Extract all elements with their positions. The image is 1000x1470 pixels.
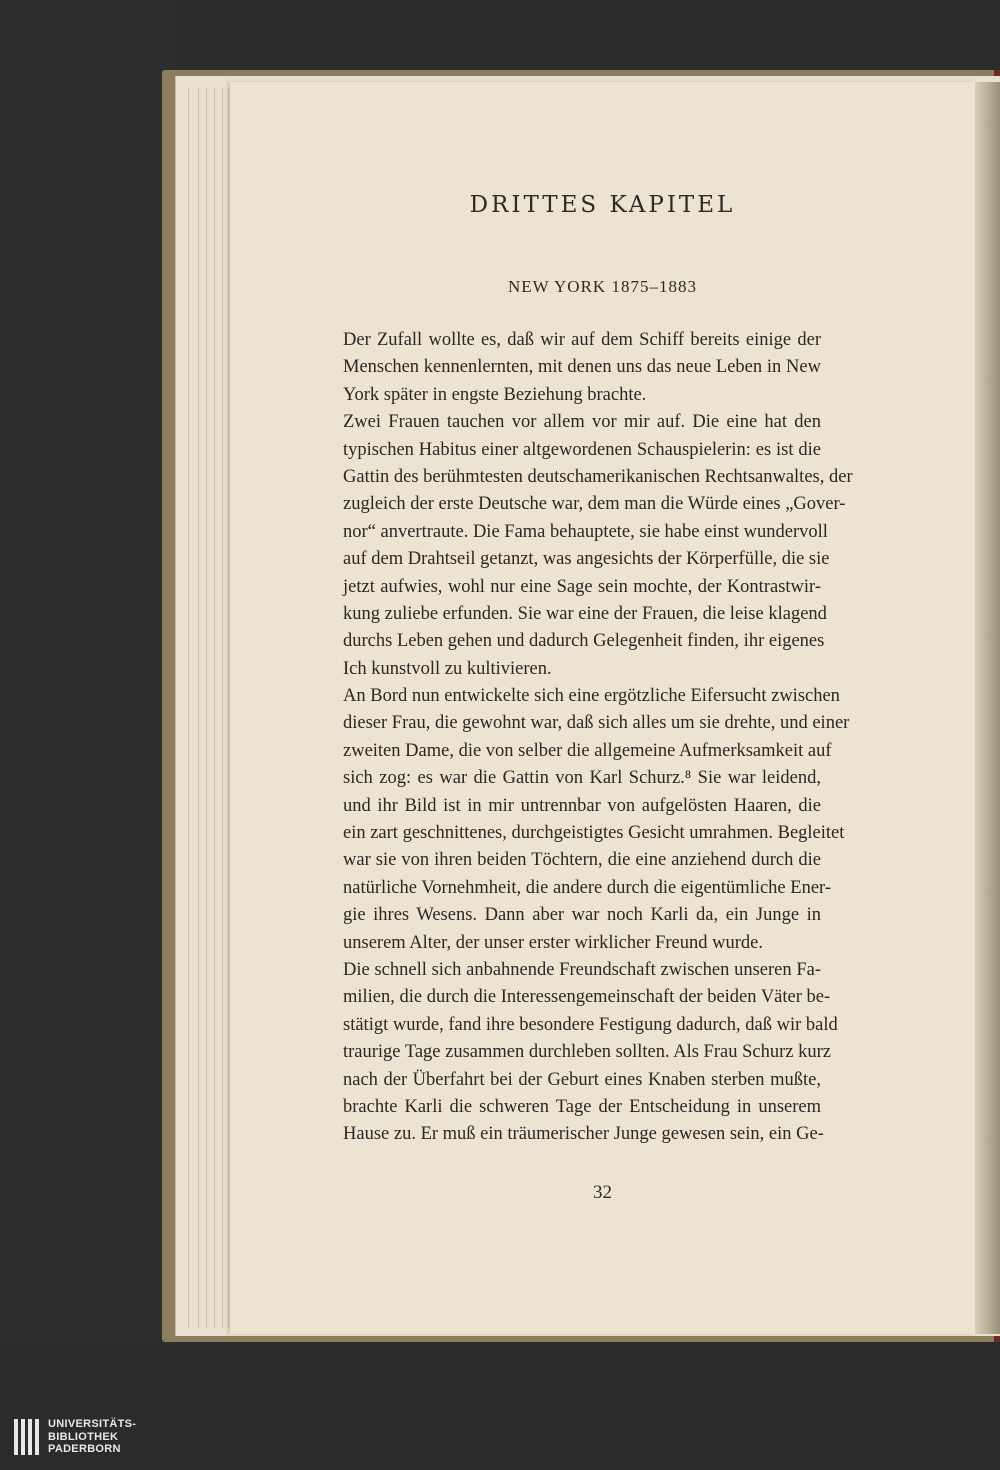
text-line: An Bord nun entwickelte sich eine ergötzliche Eifersucht zwischen — [343, 686, 840, 707]
library-logo — [14, 1418, 136, 1456]
text-line: zweiten Dame, die von selber die allgemeine Aufmerksamkeit auf — [343, 740, 832, 761]
text-line: Gattin des berühmtesten deutschamerikanischen Rechtsanwaltes, der — [343, 466, 853, 487]
text-line: Zwei Frauen tauchen vor allem vor mir auf. Die eine hat den — [343, 412, 821, 433]
logo-line: PADERBORN — [48, 1443, 121, 1455]
book-page — [230, 82, 975, 1334]
text-line: stätigt wurde, fand ihre besondere Festigung dadurch, daß wir bald — [343, 1014, 838, 1035]
section-title: NEW YORK 1875–1883 — [508, 277, 697, 296]
text-line: nach der Überfahrt bei der Geburt eines Knaben sterben mußte, — [343, 1069, 821, 1090]
text-line: und ihr Bild ist in mir untrennbar von aufgelösten Haaren, die — [343, 795, 821, 816]
text-line: Die schnell sich anbahnende Freundschaft zwischen unseren Fa- — [343, 959, 821, 980]
logo-line: BIBLIOTHEK — [48, 1430, 119, 1443]
scan-background-bottom — [0, 1345, 1000, 1470]
text-line: kung zuliebe erfunden. Sie war eine der Frauen, die leise klagend — [343, 603, 827, 624]
scan-background-left — [0, 0, 175, 1470]
body-text — [343, 327, 853, 1149]
page-number: 32 — [593, 1182, 612, 1203]
text-line: brachte Karli die schweren Tage der Entscheidung in unserem — [343, 1096, 821, 1117]
text-line: ein zart geschnittenes, durchgeistigtes Gesicht umrahmen. Begleitet — [343, 823, 845, 844]
text-line: Der Zufall wollte es, daß wir auf dem Schiff bereits einige der — [343, 330, 821, 350]
text-line: auf dem Drahtseil getanzt, was angesichts der Körperfülle, die sie — [343, 549, 830, 570]
text-line: jetzt aufwies, wohl nur eine Sage sein mochte, der Kontrastwir- — [343, 576, 821, 597]
text-line: traurige Tage zusammen durchleben sollten. Als Frau Schurz kurz — [343, 1042, 831, 1063]
page-edge-line — [188, 88, 189, 1328]
text-line: Hause zu. Er muß ein träumerischer Junge gewesen sein, ein Ge- — [343, 1124, 824, 1145]
book-gutter — [975, 82, 1000, 1334]
text-line: natürliche Vornehmheit, die andere durch die eigentümliche Ener- — [343, 877, 831, 898]
library-logo-text — [48, 1418, 136, 1456]
chapter-title: DRITTES KAPITEL — [469, 192, 736, 218]
text-line: dieser Frau, die gewohnt war, daß sich alles um sie drehte, und einer — [343, 713, 850, 734]
page-edge-line — [206, 88, 207, 1328]
text-line: gie ihres Wesens. Dann aber war noch Karli da, ein Junge in — [343, 905, 821, 926]
page-edge-line — [228, 88, 229, 1328]
logo-line: UNIVERSITÄTS- — [48, 1418, 137, 1430]
page-edge-line — [198, 88, 199, 1328]
text-line: durchs Leben gehen und dadurch Gelegenheit finden, ihr eigenes — [343, 631, 825, 652]
text-line: nor“ anvertraute. Die Fama behauptete, sie habe einst wundervoll — [343, 521, 828, 542]
library-logo-icon — [14, 1419, 39, 1455]
text-line: York später in engste Beziehung brachte. — [343, 384, 647, 405]
text-line: Menschen kennenlernten, mit denen uns das neue Leben in New — [343, 357, 821, 378]
text-line: milien, die durch die Interessengemeinschaft der beiden Väter be- — [343, 987, 831, 1008]
page-edge-line — [222, 88, 223, 1328]
text-line: Ich kunstvoll zu kultivieren. — [343, 658, 552, 679]
text-line: war sie von ihren beiden Töchtern, die eine anziehend durch die — [343, 850, 821, 871]
text-line: unserem Alter, der unser erster wirklicher Freund wurde. — [343, 932, 763, 953]
page-edge-line — [214, 88, 215, 1328]
text-line: zugleich der erste Deutsche war, dem man die Würde eines „Gover- — [343, 494, 846, 515]
text-line: sich zog: es war die Gattin von Karl Schurz.⁸ Sie war leidend, — [343, 768, 821, 789]
text-line: typischen Habitus einer altgewordenen Schauspielerin: es ist die — [343, 439, 821, 460]
